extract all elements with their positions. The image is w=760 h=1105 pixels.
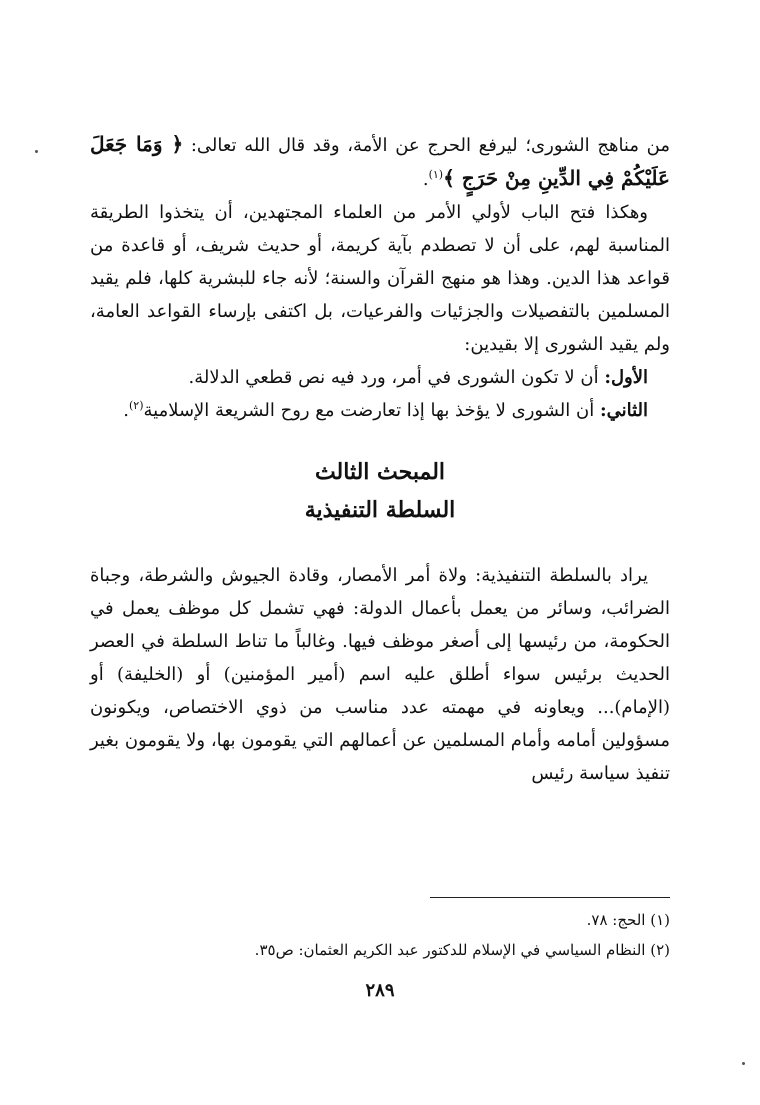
section-title-heading: السلطة التنفيذية [304,497,456,523]
scan-speck [35,150,38,153]
quran-open-bracket: ﴿ [171,132,184,156]
footnote-ref-2[interactable]: (٢) [128,399,144,412]
condition-first-text: أن لا تكون الشورى في أمر، ورد فيه نص قطعي الدلالة. [188,367,605,388]
footnotes [90,905,670,965]
condition-second-end: . [123,400,129,421]
paragraph-quran-citation [90,128,670,196]
scan-speck [742,1062,745,1065]
section-heading-block [90,453,670,529]
condition-second [90,394,670,427]
paragraph-end: . [422,169,429,190]
condition-second-label: الثاني: [599,400,648,421]
quran-close-bracket: ﴾ [443,166,455,190]
section-number-heading: المبحث الثالث [314,459,446,485]
page-body [90,128,670,790]
condition-first-label: الأول: [604,367,648,388]
paragraph-text: من مناهج الشورى؛ ليرفع الحرج عن الأمة، وقد قال الله تعالى: [183,135,670,156]
condition-first [90,361,670,394]
page-number: ٢٨٩ [365,980,395,1001]
paragraph-shura-restrictions: وهكذا فتح الباب لأولي الأمر من العلماء المجتهدين، أن يتخذوا الطريقة المناسبة لهم، على أن لا تصطدم بآية كريمة، أو حديث شريف، أو قاعدة من قواعد هذا الدين. وهذا هو منهج القرآن والسنة؛ لأنه جاء للبشرية كلها، فلم يقيد المسلمين بالتفصيلات والجزئيات والفرعيات، بل اكتفى بإرساء القواعد العامة، ولم يقيد الشورى إلا بقيدين: [90,202,670,355]
footnote-2: (٢) النظام السياسي في الإسلام للدكتور عبد الكريم العثمان: ص٣٥. [254,941,670,959]
paragraph-executive-authority: يراد بالسلطة التنفيذية: ولاة أمر الأمصار، وقادة الجيوش والشرطة، وجباة الضرائب، وسائر من يعمل بأعمال الدولة: فهي تشمل كل موظف يعمل في الحكومة، من رئيسها إلى أصغر موظف فيها. وغالباً ما تناط السلطة في العصر الحديث برئيس سواء أطلق عليه اسم (أمير المؤمنين) أو (الخليفة) أو (الإمام)... ويعاونه في مهمته عدد مناسب من ذوي الاختصاص، ويكونون مسؤولين أمامه وأمام المسلمين عن أعمالهم التي يقومون بها، ولا يقومون بغير تنفيذ سياسة رئيس [90,565,670,784]
footnote-1: (١) الحج: ٧٨. [586,911,670,929]
footnote-ref-1[interactable]: (١) [428,168,444,181]
footnote-divider [430,897,670,898]
condition-second-text: أن الشورى لا يؤخذ بها إذا تعارضت مع روح الشريعة الإسلامية [143,400,600,421]
quran-verse: وَمَا جَعَلَ عَلَيْكُمْ فِي الدِّينِ مِنْ حَرَجٍ [90,132,670,190]
